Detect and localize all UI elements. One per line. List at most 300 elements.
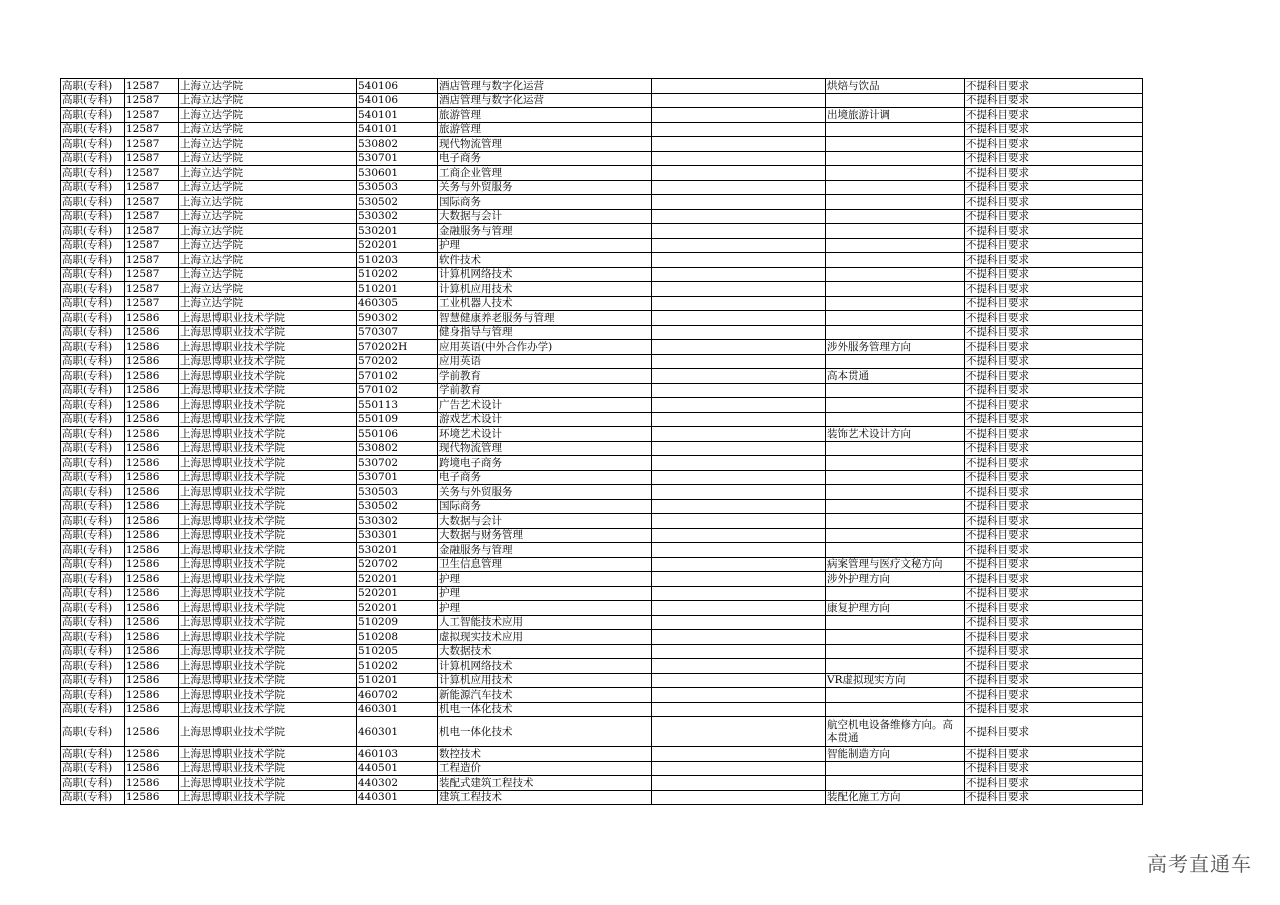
- note-cell: [826, 630, 965, 645]
- major-name-cell: 计算机网络技术: [438, 267, 652, 282]
- requirement-cell: 不提科目要求: [965, 311, 1143, 326]
- blank-cell: [652, 601, 826, 616]
- school-name-cell: 上海思博职业技术学院: [179, 717, 357, 747]
- blank-cell: [652, 586, 826, 601]
- major-name-cell: 卫生信息管理: [438, 557, 652, 572]
- table-row: [61, 79, 1143, 94]
- major-name-cell: 机电一体化技术: [438, 717, 652, 747]
- requirement-cell: 不提科目要求: [965, 137, 1143, 152]
- note-cell: [826, 137, 965, 152]
- table-row: [61, 427, 1143, 442]
- blank-cell: [652, 195, 826, 210]
- major-code-cell: 550106: [357, 427, 438, 442]
- table-row: [61, 267, 1143, 282]
- requirement-cell: 不提科目要求: [965, 514, 1143, 529]
- school-code-cell: 12586: [125, 659, 179, 674]
- note-cell: 航空机电设备维修方向。高本贯通: [826, 717, 965, 747]
- note-cell: [826, 282, 965, 297]
- major-code-cell: 570102: [357, 369, 438, 384]
- requirement-cell: 不提科目要求: [965, 485, 1143, 500]
- major-code-cell: 530302: [357, 209, 438, 224]
- school-code-cell: 12586: [125, 747, 179, 762]
- major-name-cell: 广告艺术设计: [438, 398, 652, 413]
- requirement-cell: 不提科目要求: [965, 630, 1143, 645]
- level-cell: 高职(专科): [61, 572, 125, 587]
- table-row: [61, 224, 1143, 239]
- school-name-cell: 上海思博职业技术学院: [179, 470, 357, 485]
- school-name-cell: 上海思博职业技术学院: [179, 485, 357, 500]
- level-cell: 高职(专科): [61, 717, 125, 747]
- level-cell: 高职(专科): [61, 412, 125, 427]
- note-cell: 涉外护理方向: [826, 572, 965, 587]
- table-row: [61, 122, 1143, 137]
- blank-cell: [652, 224, 826, 239]
- level-cell: 高职(专科): [61, 340, 125, 355]
- requirement-cell: 不提科目要求: [965, 282, 1143, 297]
- table-row: [61, 630, 1143, 645]
- level-cell: 高职(专科): [61, 137, 125, 152]
- major-code-cell: 510208: [357, 630, 438, 645]
- school-code-cell: 12587: [125, 238, 179, 253]
- major-name-cell: 建筑工程技术: [438, 790, 652, 805]
- school-code-cell: 12586: [125, 412, 179, 427]
- requirement-cell: 不提科目要求: [965, 659, 1143, 674]
- note-cell: [826, 311, 965, 326]
- major-name-cell: 金融服务与管理: [438, 543, 652, 558]
- school-name-cell: 上海立达学院: [179, 195, 357, 210]
- table-row: [61, 441, 1143, 456]
- major-code-cell: 510203: [357, 253, 438, 268]
- school-code-cell: 12587: [125, 166, 179, 181]
- major-code-cell: 530802: [357, 441, 438, 456]
- major-code-cell: 510201: [357, 282, 438, 297]
- blank-cell: [652, 441, 826, 456]
- blank-cell: [652, 166, 826, 181]
- note-cell: 病案管理与医疗文秘方向: [826, 557, 965, 572]
- blank-cell: [652, 238, 826, 253]
- school-code-cell: 12586: [125, 325, 179, 340]
- level-cell: 高职(专科): [61, 644, 125, 659]
- note-cell: [826, 688, 965, 703]
- major-name-cell: 大数据与会计: [438, 514, 652, 529]
- note-cell: [826, 238, 965, 253]
- level-cell: 高职(专科): [61, 747, 125, 762]
- blank-cell: [652, 673, 826, 688]
- school-name-cell: 上海思博职业技术学院: [179, 543, 357, 558]
- major-name-cell: 大数据技术: [438, 644, 652, 659]
- school-name-cell: 上海立达学院: [179, 122, 357, 137]
- school-code-cell: 12586: [125, 499, 179, 514]
- major-code-cell: 530302: [357, 514, 438, 529]
- table-row: [61, 557, 1143, 572]
- requirement-cell: 不提科目要求: [965, 238, 1143, 253]
- major-code-cell: 460305: [357, 296, 438, 311]
- blank-cell: [652, 209, 826, 224]
- table-row: [61, 470, 1143, 485]
- blank-cell: [652, 427, 826, 442]
- school-code-cell: 12587: [125, 79, 179, 94]
- level-cell: 高职(专科): [61, 296, 125, 311]
- requirement-cell: 不提科目要求: [965, 456, 1143, 471]
- table-row: [61, 296, 1143, 311]
- school-code-cell: 12586: [125, 441, 179, 456]
- level-cell: 高职(专科): [61, 122, 125, 137]
- major-name-cell: 电子商务: [438, 151, 652, 166]
- major-name-cell: 计算机应用技术: [438, 282, 652, 297]
- major-code-cell: 520201: [357, 238, 438, 253]
- major-name-cell: 酒店管理与数字化运营: [438, 93, 652, 108]
- requirement-cell: 不提科目要求: [965, 151, 1143, 166]
- requirement-cell: 不提科目要求: [965, 528, 1143, 543]
- requirement-cell: 不提科目要求: [965, 412, 1143, 427]
- school-name-cell: 上海思博职业技术学院: [179, 630, 357, 645]
- school-code-cell: 12586: [125, 702, 179, 717]
- major-name-cell: 装配式建筑工程技术: [438, 776, 652, 791]
- level-cell: 高职(专科): [61, 253, 125, 268]
- blank-cell: [652, 514, 826, 529]
- major-name-cell: 虚拟现实技术应用: [438, 630, 652, 645]
- major-code-cell: 520201: [357, 572, 438, 587]
- table-row: [61, 238, 1143, 253]
- level-cell: 高职(专科): [61, 586, 125, 601]
- school-name-cell: 上海立达学院: [179, 209, 357, 224]
- school-code-cell: 12586: [125, 586, 179, 601]
- note-cell: [826, 586, 965, 601]
- table-row: [61, 282, 1143, 297]
- major-name-cell: 现代物流管理: [438, 441, 652, 456]
- major-name-cell: 跨境电子商务: [438, 456, 652, 471]
- school-code-cell: 12587: [125, 93, 179, 108]
- level-cell: 高职(专科): [61, 224, 125, 239]
- school-name-cell: 上海思博职业技术学院: [179, 572, 357, 587]
- note-cell: [826, 354, 965, 369]
- major-code-cell: 510201: [357, 673, 438, 688]
- table-row: [61, 761, 1143, 776]
- blank-cell: [652, 383, 826, 398]
- school-name-cell: 上海立达学院: [179, 166, 357, 181]
- level-cell: 高职(专科): [61, 93, 125, 108]
- level-cell: 高职(专科): [61, 108, 125, 123]
- blank-cell: [652, 311, 826, 326]
- major-code-cell: 550113: [357, 398, 438, 413]
- level-cell: 高职(专科): [61, 485, 125, 500]
- requirement-cell: 不提科目要求: [965, 717, 1143, 747]
- requirement-cell: 不提科目要求: [965, 354, 1143, 369]
- requirement-cell: 不提科目要求: [965, 224, 1143, 239]
- blank-cell: [652, 93, 826, 108]
- major-code-cell: 530701: [357, 151, 438, 166]
- school-name-cell: 上海思博职业技术学院: [179, 499, 357, 514]
- school-name-cell: 上海思博职业技术学院: [179, 528, 357, 543]
- school-code-cell: 12587: [125, 137, 179, 152]
- table-row: [61, 514, 1143, 529]
- note-cell: [826, 470, 965, 485]
- school-code-cell: 12586: [125, 427, 179, 442]
- major-name-cell: 软件技术: [438, 253, 652, 268]
- school-code-cell: 12586: [125, 790, 179, 805]
- table-row: [61, 615, 1143, 630]
- level-cell: 高职(专科): [61, 354, 125, 369]
- major-name-cell: 国际商务: [438, 195, 652, 210]
- table-row: [61, 253, 1143, 268]
- major-code-cell: 510209: [357, 615, 438, 630]
- level-cell: 高职(专科): [61, 630, 125, 645]
- requirement-cell: 不提科目要求: [965, 383, 1143, 398]
- requirement-cell: 不提科目要求: [965, 325, 1143, 340]
- major-name-cell: 护理: [438, 572, 652, 587]
- major-name-cell: 应用英语: [438, 354, 652, 369]
- school-code-cell: 12586: [125, 528, 179, 543]
- major-code-cell: 540106: [357, 93, 438, 108]
- note-cell: [826, 514, 965, 529]
- table-row: [61, 790, 1143, 805]
- blank-cell: [652, 528, 826, 543]
- note-cell: [826, 456, 965, 471]
- school-code-cell: 12586: [125, 456, 179, 471]
- blank-cell: [652, 761, 826, 776]
- school-name-cell: 上海思博职业技术学院: [179, 761, 357, 776]
- requirement-cell: 不提科目要求: [965, 296, 1143, 311]
- requirement-cell: 不提科目要求: [965, 702, 1143, 717]
- blank-cell: [652, 122, 826, 137]
- blank-cell: [652, 325, 826, 340]
- level-cell: 高职(专科): [61, 267, 125, 282]
- school-name-cell: 上海思博职业技术学院: [179, 383, 357, 398]
- note-cell: [826, 195, 965, 210]
- school-code-cell: 12586: [125, 776, 179, 791]
- requirement-cell: 不提科目要求: [965, 499, 1143, 514]
- note-cell: [826, 296, 965, 311]
- school-name-cell: 上海立达学院: [179, 238, 357, 253]
- table-row: [61, 717, 1143, 747]
- requirement-cell: 不提科目要求: [965, 166, 1143, 181]
- note-cell: [826, 441, 965, 456]
- major-name-cell: 数控技术: [438, 747, 652, 762]
- level-cell: 高职(专科): [61, 615, 125, 630]
- requirement-cell: 不提科目要求: [965, 615, 1143, 630]
- major-code-cell: 530702: [357, 456, 438, 471]
- school-code-cell: 12586: [125, 485, 179, 500]
- level-cell: 高职(专科): [61, 688, 125, 703]
- blank-cell: [652, 108, 826, 123]
- school-name-cell: 上海思博职业技术学院: [179, 776, 357, 791]
- level-cell: 高职(专科): [61, 282, 125, 297]
- table-row: [61, 166, 1143, 181]
- blank-cell: [652, 354, 826, 369]
- school-name-cell: 上海立达学院: [179, 296, 357, 311]
- level-cell: 高职(专科): [61, 441, 125, 456]
- table-row: [61, 747, 1143, 762]
- school-name-cell: 上海立达学院: [179, 93, 357, 108]
- note-cell: [826, 325, 965, 340]
- school-name-cell: 上海思博职业技术学院: [179, 644, 357, 659]
- school-name-cell: 上海思博职业技术学院: [179, 790, 357, 805]
- level-cell: 高职(专科): [61, 427, 125, 442]
- table-row: [61, 776, 1143, 791]
- blank-cell: [652, 412, 826, 427]
- note-cell: [826, 166, 965, 181]
- school-code-cell: 12586: [125, 369, 179, 384]
- major-code-cell: 510202: [357, 267, 438, 282]
- school-code-cell: 12587: [125, 267, 179, 282]
- level-cell: 高职(专科): [61, 543, 125, 558]
- note-cell: [826, 659, 965, 674]
- table-row: [61, 108, 1143, 123]
- table-row: [61, 180, 1143, 195]
- blank-cell: [652, 470, 826, 485]
- note-cell: [826, 528, 965, 543]
- major-name-cell: 电子商务: [438, 470, 652, 485]
- note-cell: [826, 485, 965, 500]
- blank-cell: [652, 456, 826, 471]
- requirement-cell: 不提科目要求: [965, 79, 1143, 94]
- requirement-cell: 不提科目要求: [965, 209, 1143, 224]
- blank-cell: [652, 717, 826, 747]
- table-body: [61, 79, 1143, 805]
- school-name-cell: 上海思博职业技术学院: [179, 441, 357, 456]
- blank-cell: [652, 644, 826, 659]
- table-row: [61, 543, 1143, 558]
- school-code-cell: 12586: [125, 688, 179, 703]
- school-code-cell: 12586: [125, 615, 179, 630]
- school-name-cell: 上海思博职业技术学院: [179, 673, 357, 688]
- note-cell: [826, 702, 965, 717]
- school-code-cell: 12586: [125, 717, 179, 747]
- table-row: [61, 644, 1143, 659]
- school-code-cell: 12587: [125, 296, 179, 311]
- level-cell: 高职(专科): [61, 325, 125, 340]
- note-cell: [826, 761, 965, 776]
- blank-cell: [652, 340, 826, 355]
- major-name-cell: 游戏艺术设计: [438, 412, 652, 427]
- school-code-cell: 12587: [125, 282, 179, 297]
- major-name-cell: 关务与外贸服务: [438, 485, 652, 500]
- major-code-cell: 570307: [357, 325, 438, 340]
- school-code-cell: 12587: [125, 253, 179, 268]
- admission-table: [60, 78, 1143, 805]
- major-name-cell: 工业机器人技术: [438, 296, 652, 311]
- school-name-cell: 上海思博职业技术学院: [179, 615, 357, 630]
- major-code-cell: 530503: [357, 180, 438, 195]
- note-cell: 高本贯通: [826, 369, 965, 384]
- major-name-cell: 旅游管理: [438, 108, 652, 123]
- major-code-cell: 530503: [357, 485, 438, 500]
- school-code-cell: 12586: [125, 543, 179, 558]
- requirement-cell: 不提科目要求: [965, 673, 1143, 688]
- level-cell: 高职(专科): [61, 166, 125, 181]
- level-cell: 高职(专科): [61, 311, 125, 326]
- table-row: [61, 659, 1143, 674]
- school-name-cell: 上海立达学院: [179, 180, 357, 195]
- school-code-cell: 12586: [125, 354, 179, 369]
- school-name-cell: 上海立达学院: [179, 137, 357, 152]
- school-code-cell: 12586: [125, 398, 179, 413]
- requirement-cell: 不提科目要求: [965, 427, 1143, 442]
- school-name-cell: 上海思博职业技术学院: [179, 586, 357, 601]
- table-row: [61, 354, 1143, 369]
- level-cell: 高职(专科): [61, 456, 125, 471]
- school-name-cell: 上海思博职业技术学院: [179, 354, 357, 369]
- school-code-cell: 12586: [125, 340, 179, 355]
- school-name-cell: 上海思博职业技术学院: [179, 557, 357, 572]
- level-cell: 高职(专科): [61, 673, 125, 688]
- blank-cell: [652, 137, 826, 152]
- table-row: [61, 499, 1143, 514]
- blank-cell: [652, 296, 826, 311]
- school-name-cell: 上海思博职业技术学院: [179, 427, 357, 442]
- blank-cell: [652, 267, 826, 282]
- note-cell: 涉外服务管理方向: [826, 340, 965, 355]
- school-name-cell: 上海思博职业技术学院: [179, 514, 357, 529]
- school-name-cell: 上海立达学院: [179, 108, 357, 123]
- school-code-cell: 12586: [125, 470, 179, 485]
- major-name-cell: 人工智能技术应用: [438, 615, 652, 630]
- school-code-cell: 12586: [125, 383, 179, 398]
- table-row: [61, 137, 1143, 152]
- school-code-cell: 12587: [125, 151, 179, 166]
- note-cell: 康复护理方向: [826, 601, 965, 616]
- major-code-cell: 460702: [357, 688, 438, 703]
- table-row: [61, 209, 1143, 224]
- note-cell: 烘焙与饮品: [826, 79, 965, 94]
- note-cell: 出境旅游计调: [826, 108, 965, 123]
- major-name-cell: 计算机应用技术: [438, 673, 652, 688]
- level-cell: 高职(专科): [61, 79, 125, 94]
- school-name-cell: 上海思博职业技术学院: [179, 456, 357, 471]
- blank-cell: [652, 747, 826, 762]
- major-code-cell: 520201: [357, 586, 438, 601]
- major-code-cell: 570202: [357, 354, 438, 369]
- level-cell: 高职(专科): [61, 209, 125, 224]
- major-name-cell: 应用英语(中外合作办学): [438, 340, 652, 355]
- level-cell: 高职(专科): [61, 238, 125, 253]
- school-name-cell: 上海思博职业技术学院: [179, 688, 357, 703]
- major-code-cell: 460301: [357, 717, 438, 747]
- level-cell: 高职(专科): [61, 180, 125, 195]
- major-code-cell: 530502: [357, 195, 438, 210]
- major-name-cell: 现代物流管理: [438, 137, 652, 152]
- major-code-cell: 530201: [357, 543, 438, 558]
- table-row: [61, 325, 1143, 340]
- requirement-cell: 不提科目要求: [965, 688, 1143, 703]
- school-code-cell: 12586: [125, 601, 179, 616]
- table-row: [61, 688, 1143, 703]
- requirement-cell: 不提科目要求: [965, 369, 1143, 384]
- table-row: [61, 456, 1143, 471]
- school-name-cell: 上海立达学院: [179, 151, 357, 166]
- school-name-cell: 上海立达学院: [179, 267, 357, 282]
- school-code-cell: 12587: [125, 195, 179, 210]
- requirement-cell: 不提科目要求: [965, 180, 1143, 195]
- note-cell: 装配化施工方向: [826, 790, 965, 805]
- school-code-cell: 12587: [125, 209, 179, 224]
- major-code-cell: 460103: [357, 747, 438, 762]
- school-code-cell: 12586: [125, 761, 179, 776]
- school-name-cell: 上海思博职业技术学院: [179, 659, 357, 674]
- school-code-cell: 12586: [125, 572, 179, 587]
- major-code-cell: 530601: [357, 166, 438, 181]
- major-name-cell: 金融服务与管理: [438, 224, 652, 239]
- school-name-cell: 上海思博职业技术学院: [179, 325, 357, 340]
- requirement-cell: 不提科目要求: [965, 122, 1143, 137]
- requirement-cell: 不提科目要求: [965, 747, 1143, 762]
- major-code-cell: 510205: [357, 644, 438, 659]
- major-name-cell: 工商企业管理: [438, 166, 652, 181]
- level-cell: 高职(专科): [61, 369, 125, 384]
- requirement-cell: 不提科目要求: [965, 586, 1143, 601]
- major-name-cell: 智慧健康养老服务与管理: [438, 311, 652, 326]
- school-code-cell: 12586: [125, 311, 179, 326]
